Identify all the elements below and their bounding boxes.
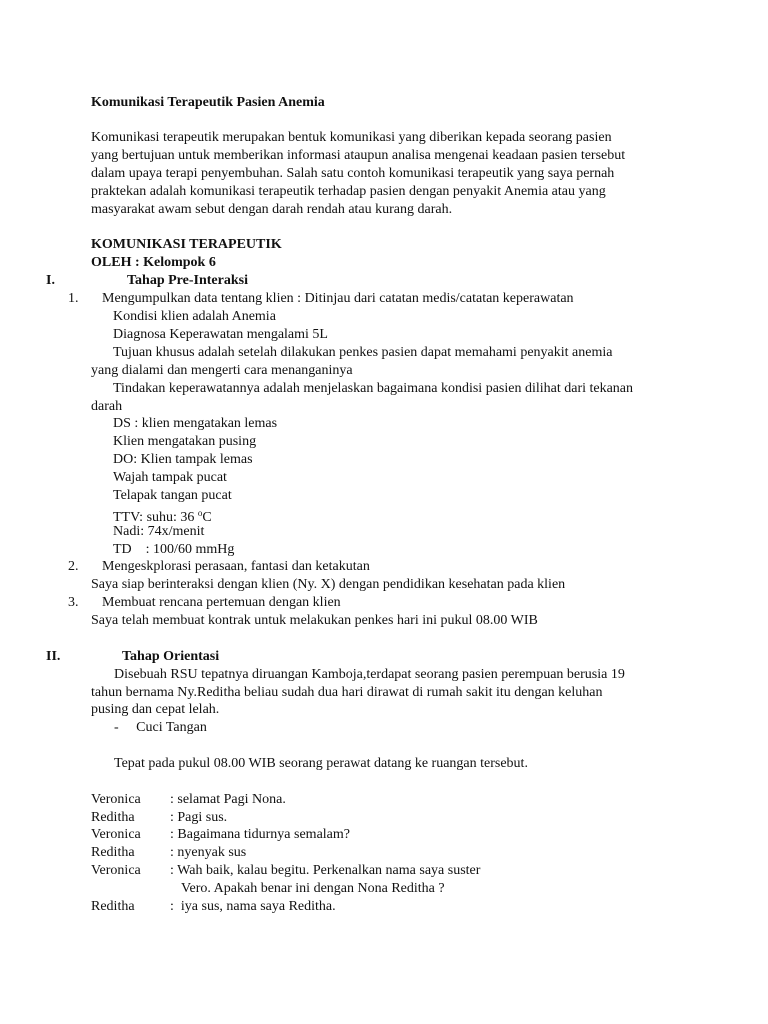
item-2-continuation: Saya siap berinteraksi dengan klien (Ny. X) dengan pendidikan kesehatan pada klien — [91, 577, 566, 592]
intro-line-2: yang bertujuan untuk memberikan informasi ataupun analisa mengenai keadaan pasien tersebut — [91, 148, 626, 163]
intro-line-5: masyarakat awam sebut dengan darah rendah atau kurang darah. — [91, 202, 453, 217]
section-1-number: I. — [46, 273, 55, 288]
item-3-text: Membuat rencana pertemuan dengan klien — [102, 595, 341, 610]
dialogue-text: : Wah baik, kalau begitu. Perkenalkan nama saya suster — [170, 863, 481, 878]
section-1-title: Tahap Pre-Interaksi — [127, 273, 248, 288]
dialogue-speaker: Veronica — [91, 827, 141, 842]
bullet-text: TD : 100/60 mmHg — [113, 542, 235, 557]
section-2-number: II. — [46, 649, 61, 664]
heading-komunikasi: KOMUNIKASI TERAPEUTIK — [91, 237, 282, 252]
dialogue-speaker: Veronica — [91, 863, 141, 878]
dialogue-text: : Pagi sus. — [170, 810, 228, 825]
bullet-text-continuation: darah — [91, 399, 123, 414]
section-2-title: Tahap Orientasi — [122, 649, 220, 664]
bullet-text: Tujuan khusus adalah setelah dilakukan penkes pasien dapat memahami penyakit anemia — [113, 345, 613, 360]
bullet-text: Klien mengatakan pusing — [113, 434, 257, 449]
dialogue-text: : selamat Pagi Nona. — [170, 792, 286, 807]
dash-item: - Cuci Tangan — [114, 720, 207, 735]
dialogue-speaker: Reditha — [91, 899, 135, 914]
orient-line-2: tahun bernama Ny.Reditha beliau sudah dua hari dirawat di rumah sakit itu dengan keluhan — [91, 685, 603, 700]
bullet-text: Kondisi klien adalah Anemia — [113, 309, 276, 324]
dialogue-speaker: Veronica — [91, 792, 141, 807]
bullet-text: Nadi: 74x/menit — [113, 524, 205, 539]
item-3-number: 3. — [68, 595, 79, 610]
item-1-number: 1. — [68, 291, 79, 306]
orient-line-1: Disebuah RSU tepatnya diruangan Kamboja,terdapat seorang pasien perempuan berusia 19 — [114, 667, 625, 682]
bullet-text: Telapak tangan pucat — [113, 488, 232, 503]
ttv-label: TTV: suhu: 36 — [113, 510, 198, 525]
dialogue-speaker: Reditha — [91, 810, 135, 825]
dialogue-speaker: Reditha — [91, 845, 135, 860]
intro-line-1: Komunikasi terapeutik merupakan bentuk komunikasi yang diberikan kepada seorang pasien — [91, 130, 612, 145]
item-3-continuation: Saya telah membuat kontrak untuk melakukan penkes hari ini pukul 08.00 WIB — [91, 613, 538, 628]
heading-oleh: OLEH : Kelompok 6 — [91, 255, 216, 270]
item-2-text: Mengeskplorasi perasaan, fantasi dan ketakutan — [102, 559, 370, 574]
tepat-line: Tepat pada pukul 08.00 WIB seorang perawat datang ke ruangan tersebut. — [114, 756, 528, 771]
dialogue-text: : Bagaimana tidurnya semalam? — [170, 827, 350, 842]
bullet-text-continuation: yang dialami dan mengerti cara menanganinya — [91, 363, 353, 378]
dialogue-text: : nyenyak sus — [170, 845, 247, 860]
document-title: Komunikasi Terapeutik Pasien Anemia — [91, 95, 325, 110]
bullet-text: Diagnosa Keperawatan mengalami 5L — [113, 327, 328, 342]
item-1-text: Mengumpulkan data tentang klien : Ditinjau dari catatan medis/catatan keperawatan — [102, 291, 574, 306]
degree-superscript: o — [197, 508, 203, 518]
bullet-text: DS : klien mengatakan lemas — [113, 416, 278, 431]
dialogue-text: : iya sus, nama saya Reditha. — [170, 899, 336, 914]
dialogue-text-continuation: Vero. Apakah benar ini dengan Nona Reditha ? — [181, 881, 445, 896]
intro-line-4: praktekan adalah komunikasi terapeutik terhadap pasien dengan penyakit Anemia atau yang — [91, 184, 606, 199]
bullet-text: DO: Klien tampak lemas — [113, 452, 253, 467]
orient-line-3: pusing dan cepat lelah. — [91, 702, 220, 717]
bullet-text: Wajah tampak pucat — [113, 470, 227, 485]
item-2-number: 2. — [68, 559, 79, 574]
intro-line-3: dalam upaya terapi penyembuhan. Salah satu contoh komunikasi terapeutik yang saya pernah — [91, 166, 615, 181]
celsius-unit: C — [202, 510, 212, 525]
bullet-text: Tindakan keperawatannya adalah menjelaskan bagaimana kondisi pasien dilihat dari tekanan — [113, 381, 634, 396]
